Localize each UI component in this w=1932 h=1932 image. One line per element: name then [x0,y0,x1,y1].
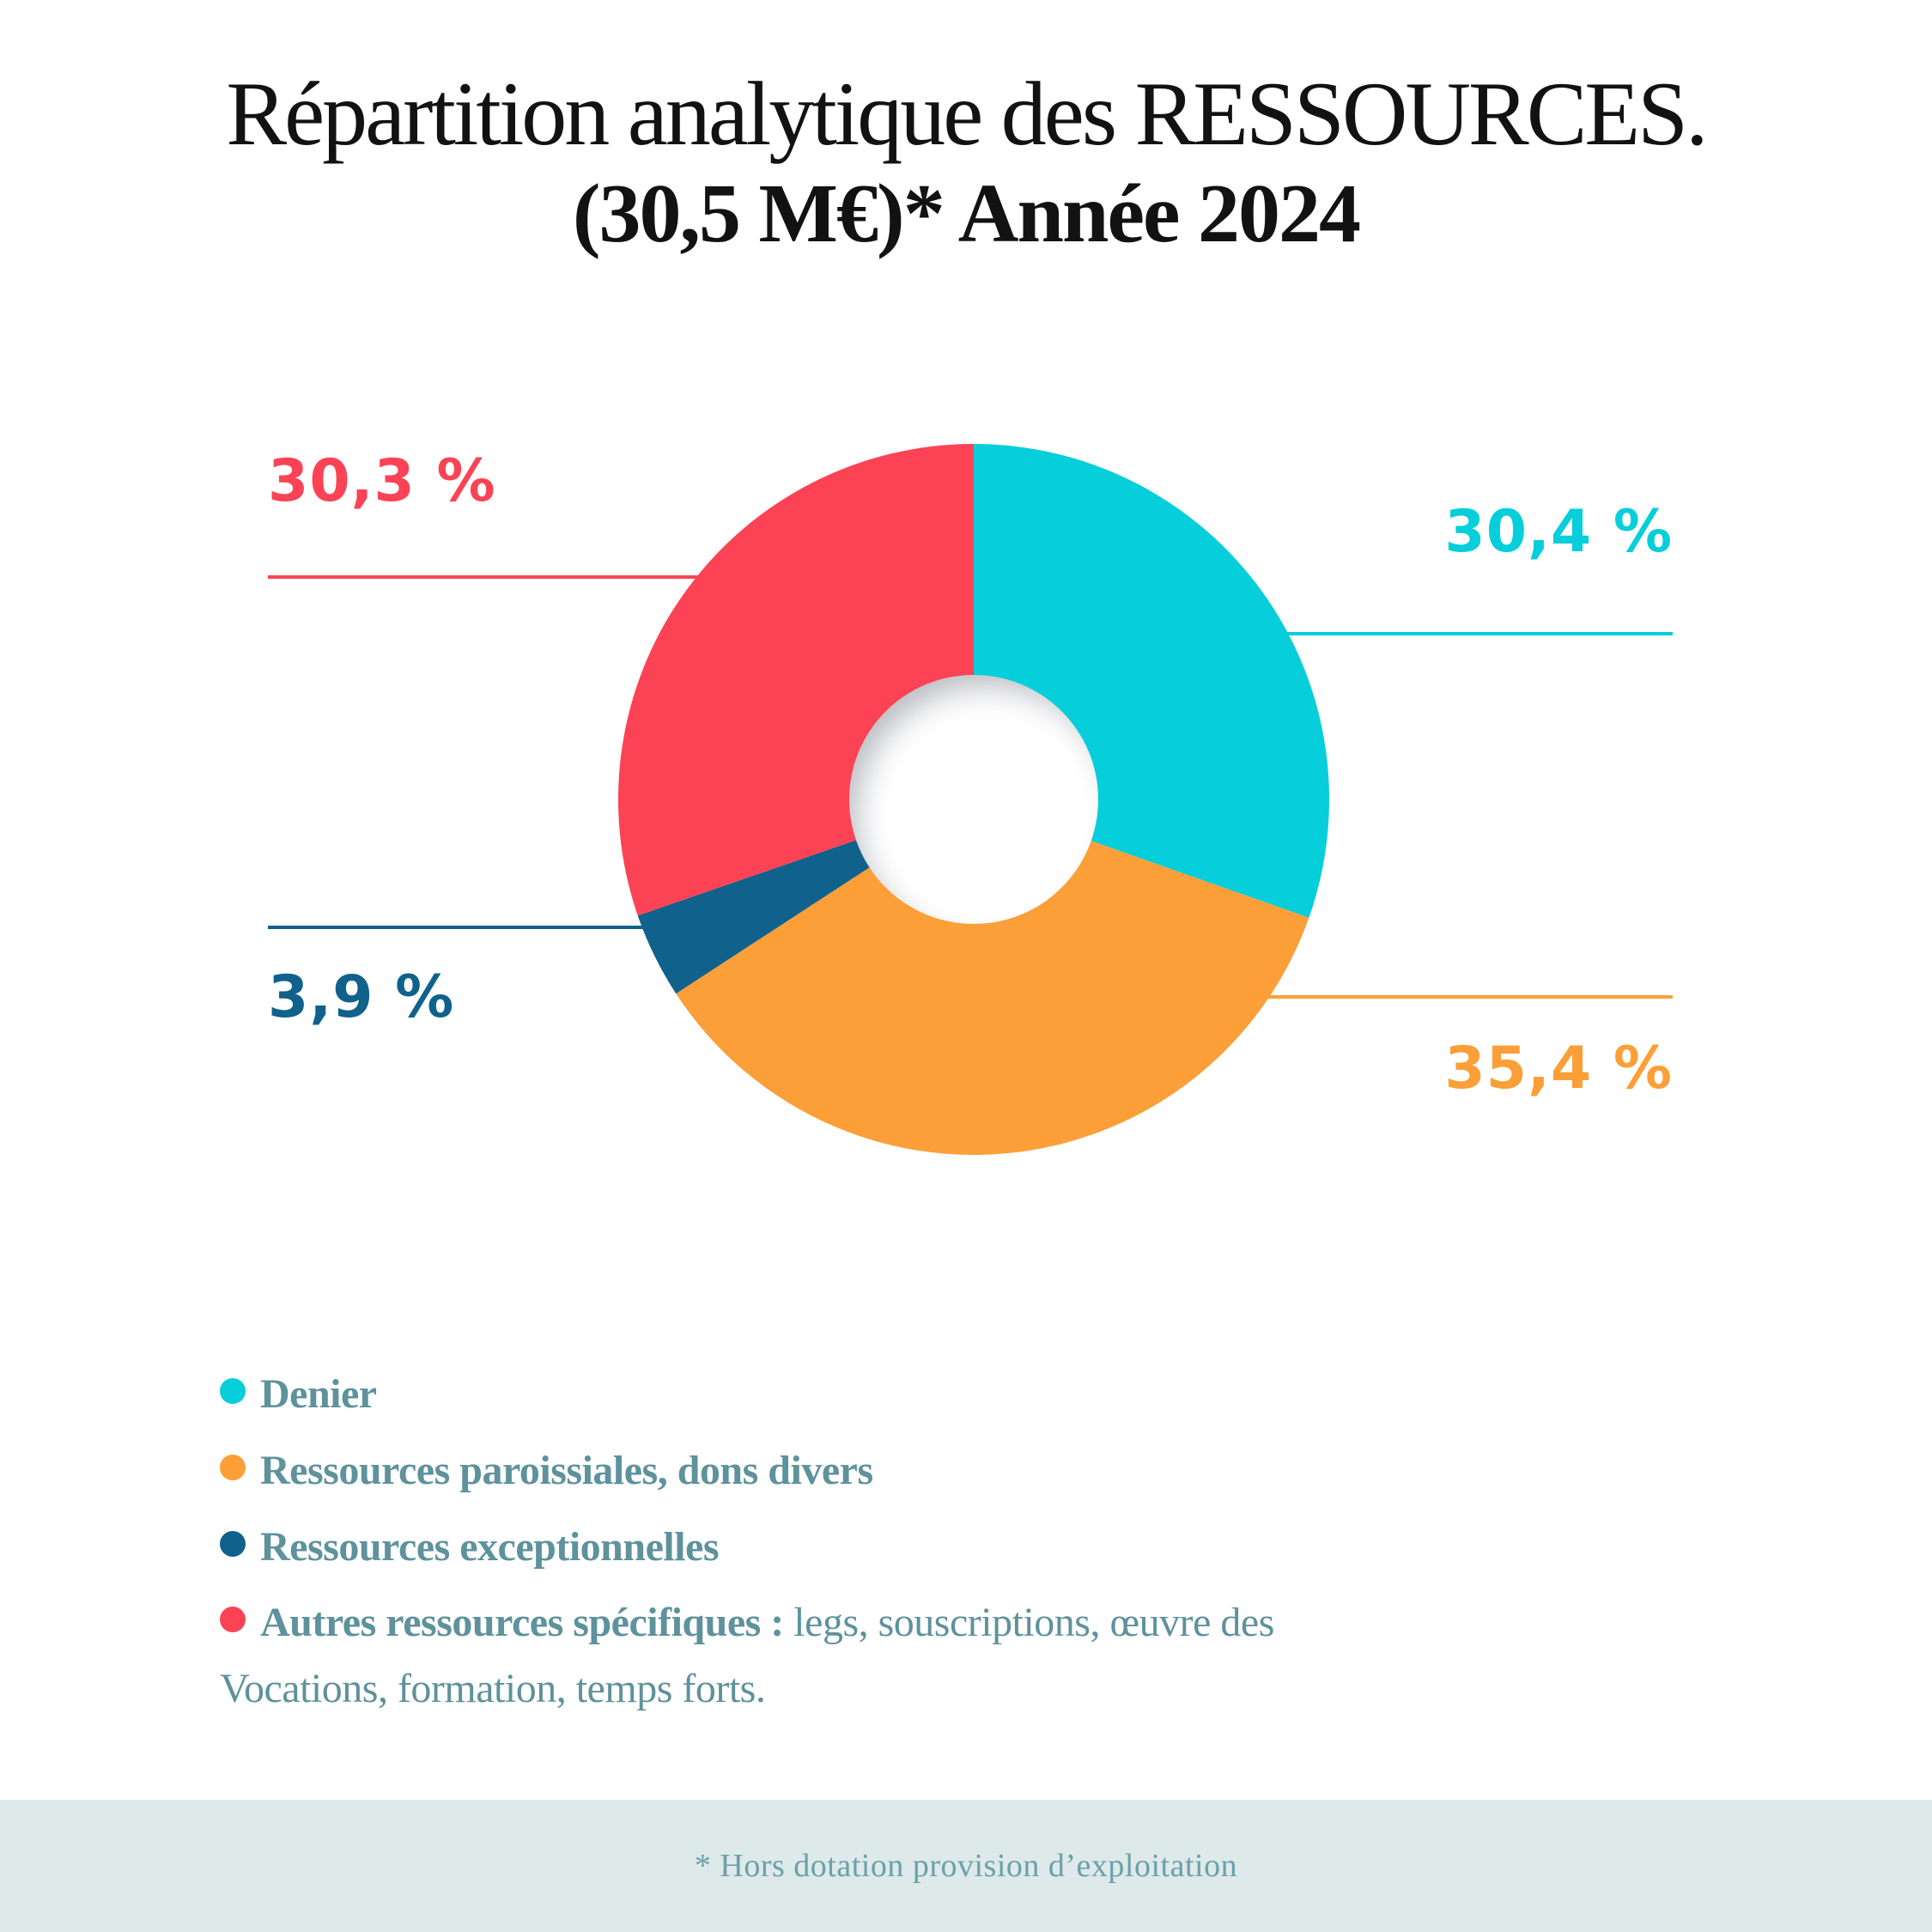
leader-line-paroissiales [1262,995,1673,999]
legend-label: Denier [260,1371,377,1417]
page-title [0,58,1932,260]
legend-dot-denier [220,1378,246,1404]
legend-label: Ressources paroissiales, dons divers [260,1447,873,1493]
footnote-text: * Hors dotation provision d’exploitation [694,1848,1238,1884]
leader-line-denier [1279,632,1673,635]
pct-label-paroissiales: 35,4 % [1444,1035,1673,1103]
legend-label-detail: legs, souscriptions, œuvre des Vocations, formation, temps forts. [220,1600,1274,1712]
legend-label: Autres ressources spécifiques : [260,1600,784,1646]
pct-label-denier: 30,4 % [1444,498,1673,566]
footnote-band [0,1800,1932,1932]
legend-dot-exceptionnelles [220,1531,246,1557]
donut-hole [849,675,1098,924]
legend-dot-autres [220,1607,246,1632]
pct-label-autres: 30,3 % [268,447,496,515]
legend-item-autres [220,1590,1345,1722]
leader-line-autres [268,575,736,579]
legend-item-paroissiales [220,1438,1345,1504]
pct-label-exceptionnelles: 3,9 % [268,963,455,1031]
title-line-2: (30,5 M€)* Année 2024 [572,167,1360,261]
legend-item-denier [220,1362,1345,1428]
leader-line-exceptionnelles [268,926,653,929]
legend-dot-paroissiales [220,1455,246,1480]
legend [220,1362,1345,1733]
legend-item-exceptionnelles [220,1515,1345,1581]
legend-label: Ressources exceptionnelles [260,1523,720,1570]
title-line-1: Répartition analytique des RESSOURCES. [226,64,1706,164]
